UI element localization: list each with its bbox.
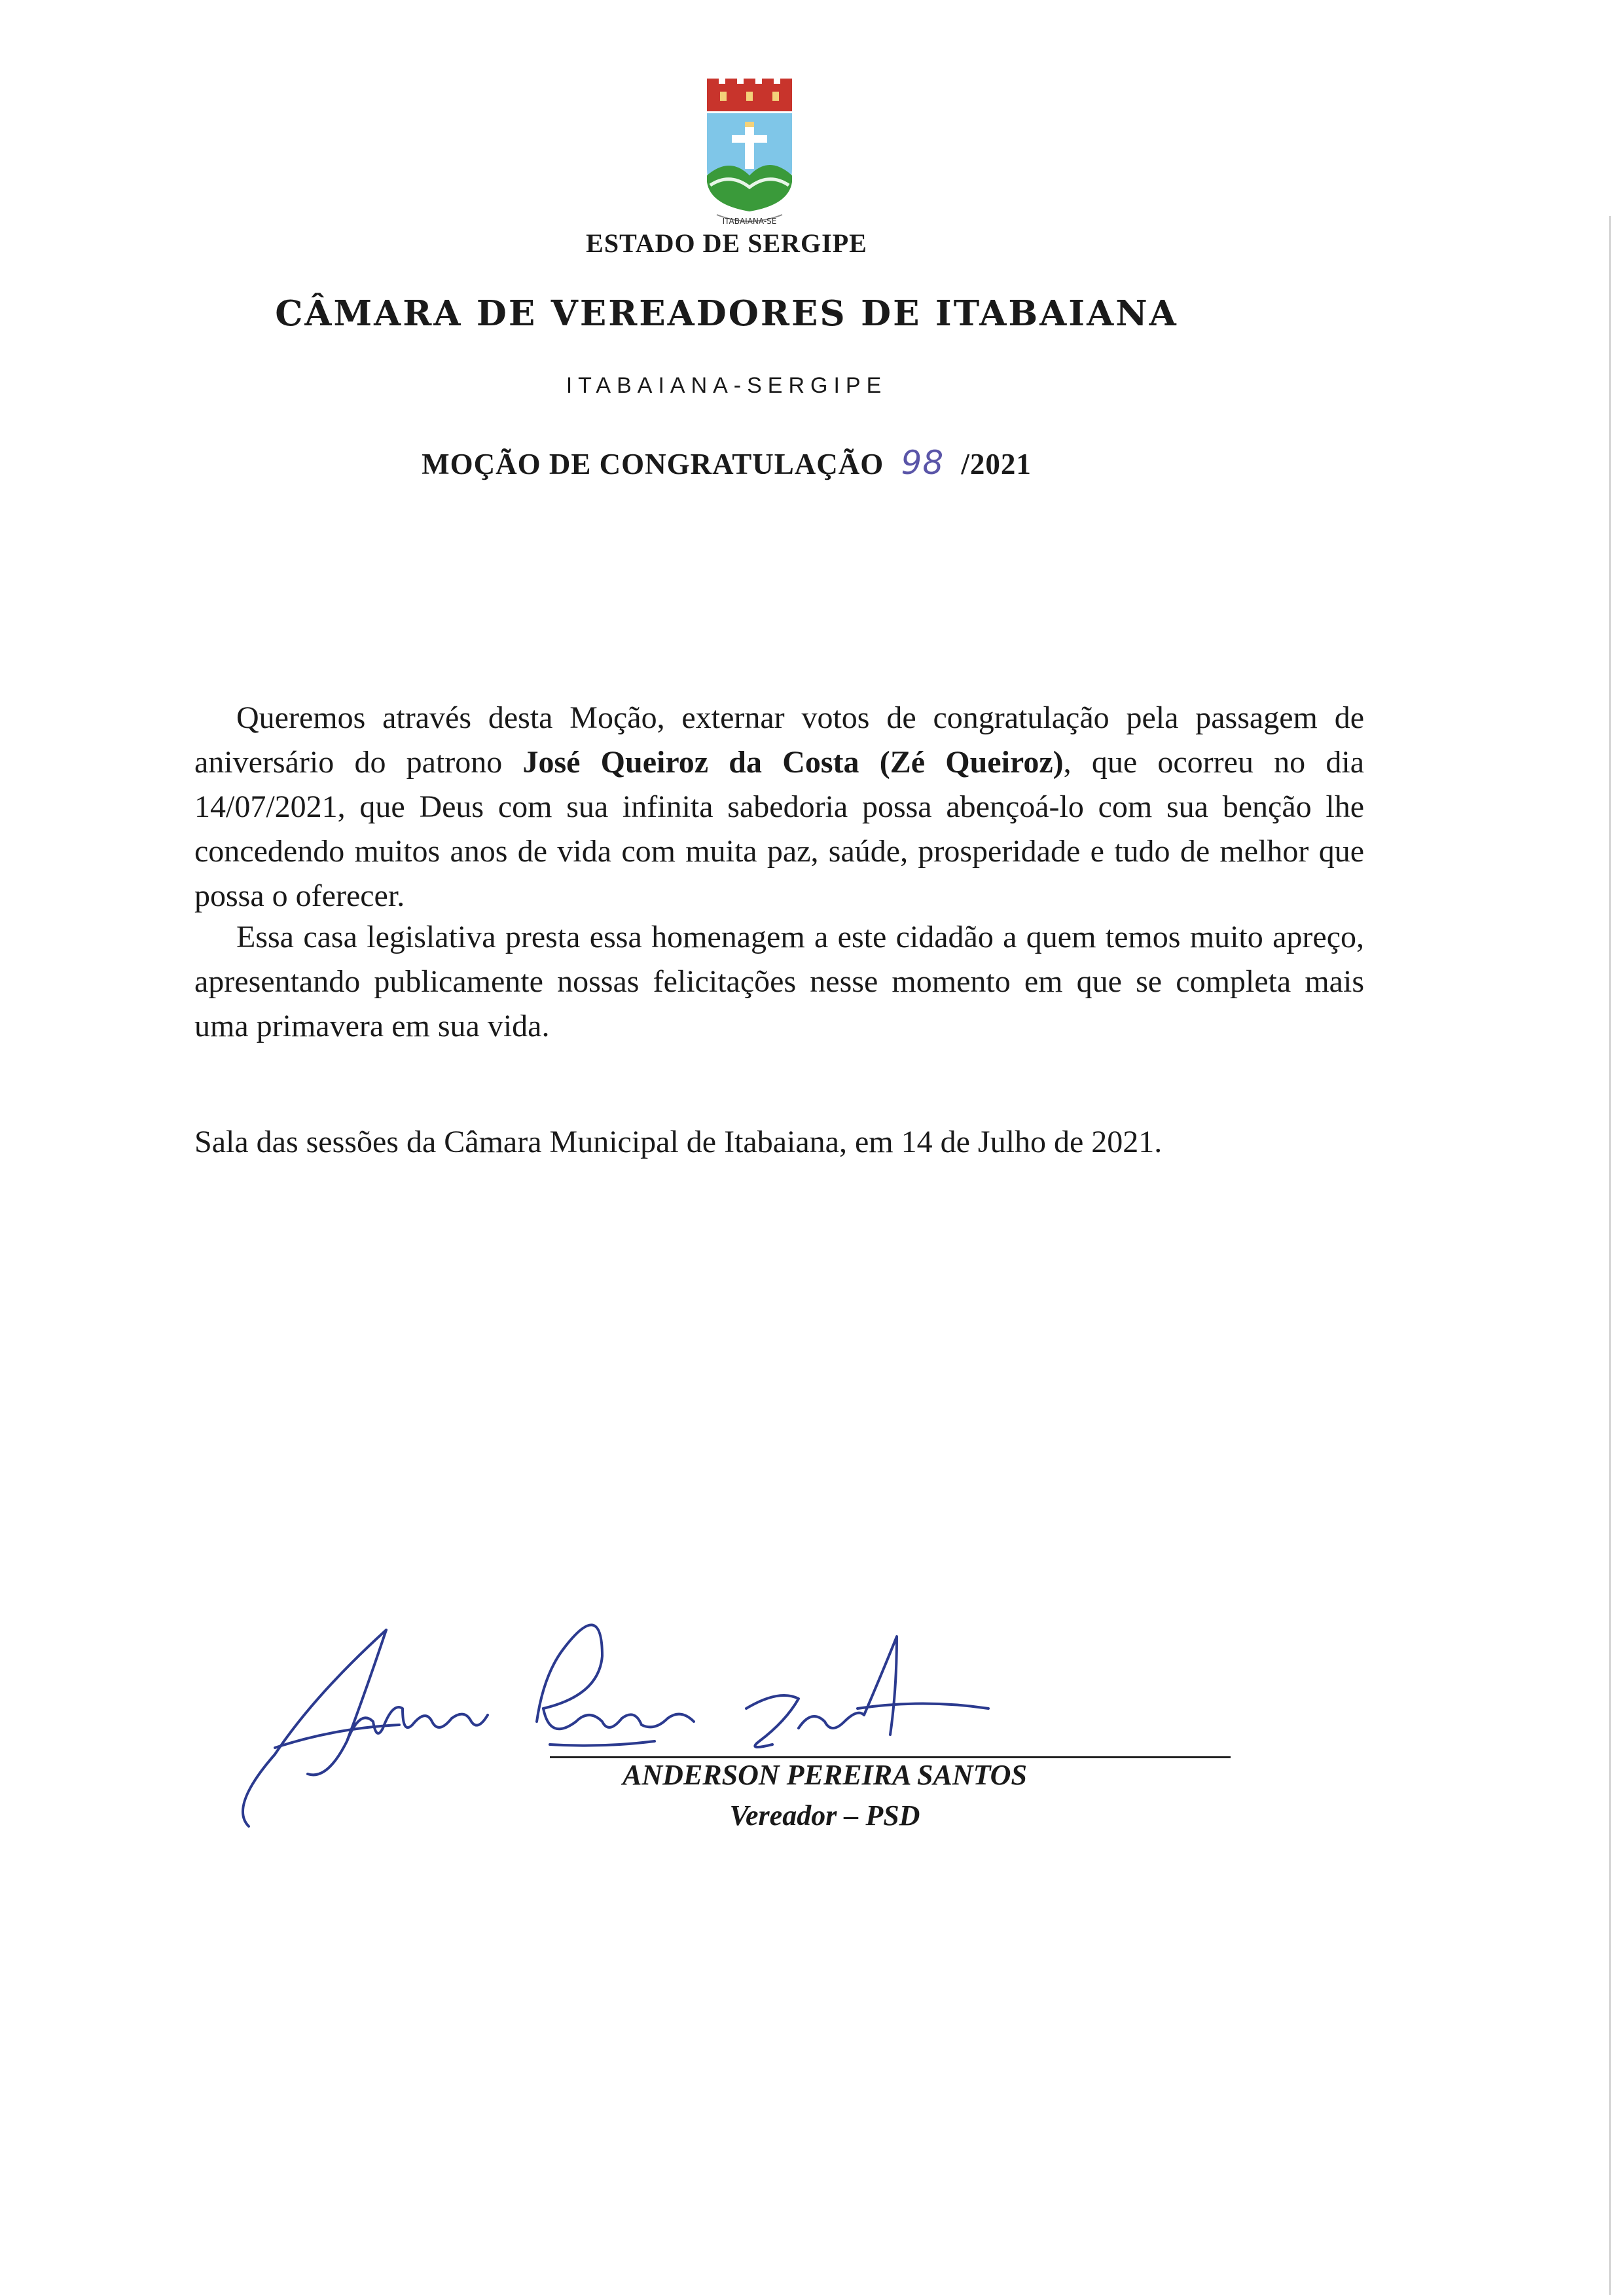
crest-label: ITABAIANA-SE bbox=[722, 217, 777, 226]
chamber-heading: CÂMARA DE VEREADORES DE ITABAIANA bbox=[275, 293, 1178, 334]
city-heading: ITABAIANA-SERGIPE bbox=[566, 373, 888, 398]
paragraph-1-end: , que ocorreu no dia 14/07/2021, que Deus com sua infinita sabedoria possa abençoá-lo com sua benção lhe concedendo muitos anos de vida com muita paz, saúde, prosperidade e tudo de melhor que possa o oferecer. bbox=[194, 745, 1365, 913]
motion-year: /2021 bbox=[961, 448, 1032, 480]
signer-role: Vereador – PSD bbox=[729, 1799, 920, 1832]
session-date-line: Sala das sessões da Câmara Municipal de Itabaiana, em 14 de Julho de 2021. bbox=[194, 1125, 1163, 1159]
paragraph-1-start: Queremos através desta Moção, externar votos de congratulação pela passagem de aniversário do patrono bbox=[194, 700, 1364, 780]
motion-number: 98 bbox=[901, 444, 945, 482]
itabaiana-crest-icon bbox=[684, 77, 815, 228]
scan-edge-line bbox=[1609, 216, 1611, 2295]
motion-title bbox=[0, 444, 1453, 482]
signer-name: ANDERSON PEREIRA SANTOS bbox=[623, 1759, 1027, 1791]
paragraph-2: Essa casa legislativa presta essa homenagem a este cidadão a quem temos muito apreço, apresentando publicamente nossas felicitações nesse momento em que se completa mais uma primavera em sua vida. bbox=[194, 920, 1364, 1043]
honoree-name: José Queiroz da Costa (Zé Queiroz) bbox=[522, 745, 1064, 780]
paragraph-1 bbox=[194, 696, 1364, 918]
state-heading: ESTADO DE SERGIPE bbox=[586, 228, 867, 258]
motion-title-prefix: MOÇÃO DE CONGRATULAÇÃO bbox=[422, 448, 884, 480]
